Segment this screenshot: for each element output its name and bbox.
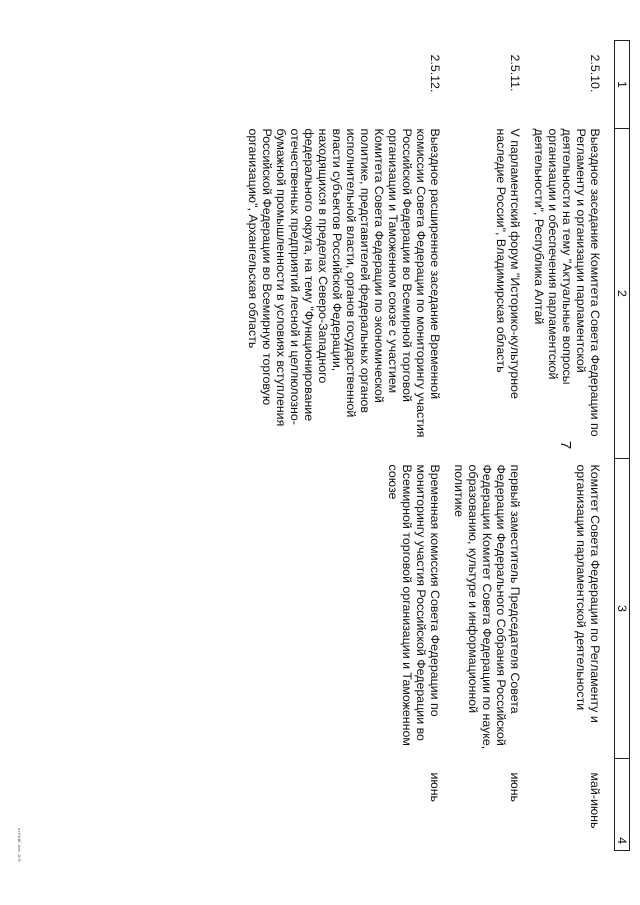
responsible-party: Временная комиссия Совета Федерации по мониторингу участия Российской Федерации во Всемирной торговой организации и Таможенном союзе (386, 464, 442, 746)
table-header-row (615, 41, 630, 851)
responsible-party: Комитет Совета Федерации по Регламенту и организации парламентской деятельности (574, 464, 602, 723)
column-header: 4 (615, 759, 630, 851)
event-date: июнь (508, 772, 522, 803)
column-header: 1 (615, 41, 630, 129)
event-description: Выездное расширенное заседание Временной комиссии Совета Федерации по мониторингу участия Российской Федерации во Всемирной торговой организации и Таможенном союзе с участием Комитета Совета Федерации по экономической политике, представителей федеральных органов исполнительной власти, органов государственной власти субъектов Российской Федерации, находящихся в пределах Северо-Западного федерального округа, на тему "Функционирование отечественных предприятий лесной и целлюлозно-бумажной промышленности в условиях вступления Российской Федерации во Всемирную торговую организацию", Архангельская область (246, 128, 442, 438)
file-stamp: zrf446.doc 9/5 (16, 828, 20, 862)
event-date: май-июнь (588, 772, 602, 829)
item-number: 2.5.12. (428, 54, 442, 93)
event-description: V парламентский форум "Историко-культурное наследие России", Владимирская область (494, 128, 522, 399)
column-header: 3 (615, 459, 630, 759)
page-number: 7 (557, 440, 574, 450)
table-row (452, 41, 532, 851)
item-number: 2.5.10. (588, 54, 602, 93)
item-number: 2.5.11. (508, 54, 522, 92)
event-date: июнь (428, 772, 442, 803)
responsible-party: первый заместитель Председателя Совета Федерации Федерального Собрания Российской Федерации Комитет Совета Федерации по науке, образованию, культуре и информационной политике (452, 464, 522, 750)
event-description: Выездное заседание Комитета Совета Федерации по Регламенту и организации парламентской деятельности на тему "Актуальные вопросы организации и обеспечения парламентской деятельности", Республика Алтай (532, 128, 602, 437)
rotated-sheet (70, 40, 630, 850)
table-row (246, 41, 452, 851)
column-header: 2 (615, 129, 630, 459)
